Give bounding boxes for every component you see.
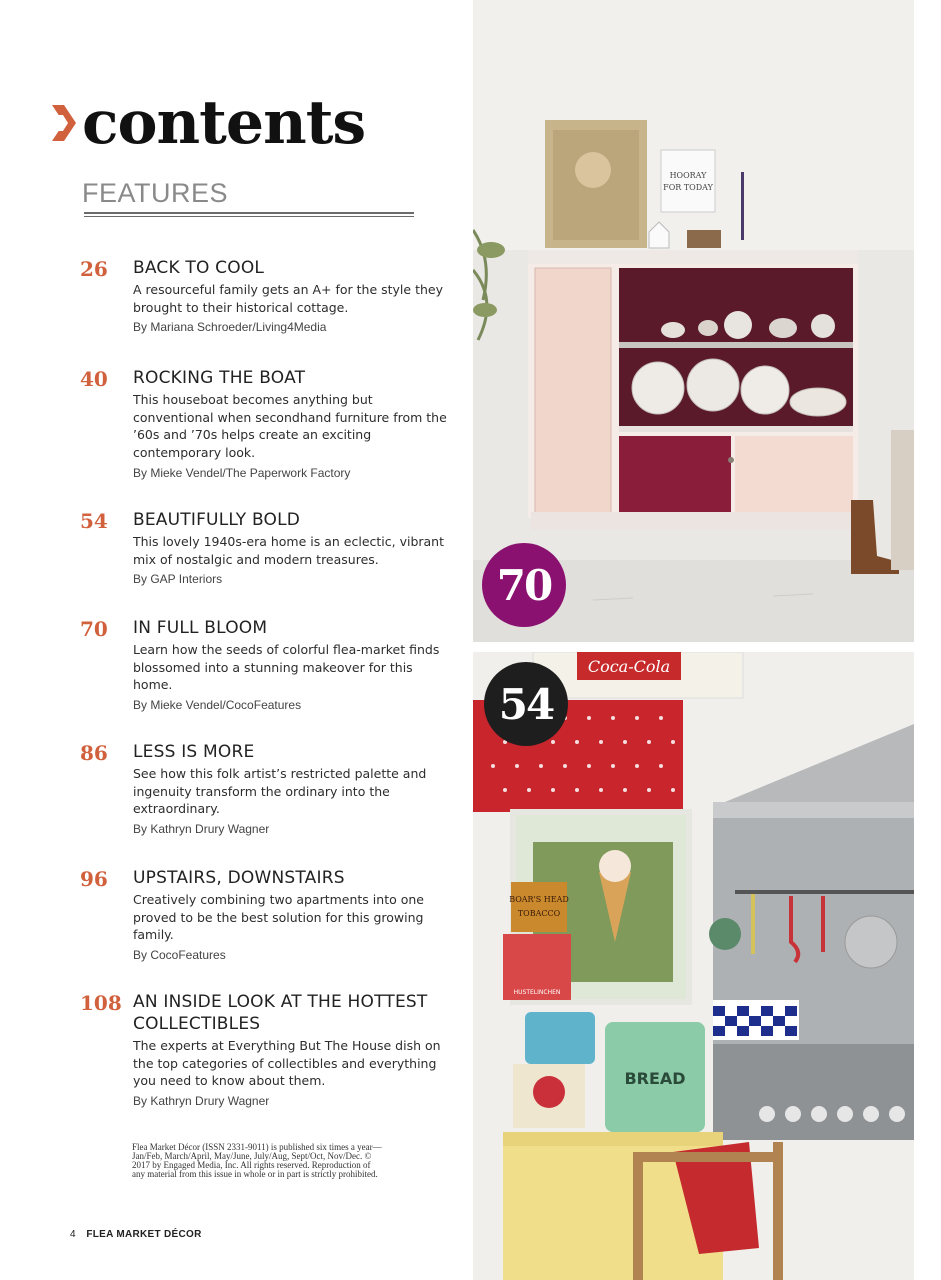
svg-text:TOBACCO: TOBACCO <box>517 909 561 918</box>
poster-text: HOORAY <box>669 171 707 180</box>
article-headline[interactable]: LESS IS MORE <box>133 742 255 762</box>
article-headline[interactable]: BACK TO COOL <box>133 258 265 278</box>
section-divider <box>84 212 414 217</box>
article-description: A resourceful family gets an A+ for the style they brought to their historical cottage. <box>133 282 443 315</box>
legal-notice: Flea Market Décor (ISSN 2331-9011) is published six times a year—Jan/Feb, March/April, May/June, July/Aug, Sept/Oct, Nov/Dec. © 2017 by Engaged Media, Inc. All rights reserved. Reproduction of any material from this issue in whole or in part is strictly prohibited. <box>132 1142 382 1179</box>
article-credit: By Mieke Vendel/CocoFeatures <box>133 698 302 713</box>
tin-text: BOAR'S HEAD <box>509 895 569 904</box>
article-headline[interactable]: IN FULL BLOOM <box>133 618 268 638</box>
photo-kitchen[interactable] <box>473 652 914 1280</box>
article-credit: By GAP Interiors <box>133 572 223 587</box>
page-number: 4 <box>70 1229 76 1240</box>
article-entry[interactable] <box>80 617 450 713</box>
article-page-number: 40 <box>80 367 108 391</box>
article-credit: By Kathryn Drury Wagner <box>133 822 270 837</box>
article-page-number: 70 <box>80 617 108 641</box>
canister-text: BREAD <box>624 1069 686 1088</box>
article-credit: By Mieke Vendel/The Paperwork Factory <box>133 465 351 480</box>
article-entry[interactable] <box>80 367 450 481</box>
article-page-number: 96 <box>80 867 108 891</box>
article-entry[interactable] <box>80 509 450 587</box>
article-headline[interactable]: UPSTAIRS, DOWNSTAIRS <box>133 868 345 888</box>
article-entry[interactable] <box>80 867 450 963</box>
article-description: Learn how the seeds of colorful flea-market finds blossomed into a stunning makeover for this home. <box>133 642 440 693</box>
sign-text: Coca-Cola <box>587 657 671 676</box>
chevron-right-icon <box>50 101 78 145</box>
article-headline[interactable]: AN INSIDE LOOK AT THE HOTTEST COLLECTIBLES <box>133 992 428 1034</box>
page-title-group <box>50 88 365 158</box>
page-badge-70[interactable]: 70 <box>482 543 566 627</box>
article-entry[interactable] <box>80 257 450 335</box>
svg-text:FOR TODAY: FOR TODAY <box>663 183 713 192</box>
article-headline[interactable]: BEAUTIFULLY BOLD <box>133 510 301 530</box>
page-badge-54[interactable]: 54 <box>484 662 568 746</box>
page-title: contents <box>82 88 366 158</box>
magazine-name: FLEA MARKET DÉCOR <box>86 1229 202 1240</box>
article-headline[interactable]: ROCKING THE BOAT <box>133 368 306 388</box>
article-description: This lovely 1940s-era home is an eclectic, vibrant mix of nostalgic and modern treasures. <box>133 534 445 567</box>
article-description: Creatively combining two apartments into one proved to be the best solution for this growing family. <box>133 892 424 943</box>
article-credit: By Mariana Schroeder/Living4Media <box>133 320 327 335</box>
page-footer <box>70 1229 202 1240</box>
article-description: The experts at Everything But The House dish on the top categories of collectibles and everything you need to know about them. <box>133 1038 441 1089</box>
article-credit: By Kathryn Drury Wagner <box>133 1094 270 1109</box>
section-label: FEATURES <box>82 178 229 208</box>
article-description: See how this folk artist’s restricted palette and ingenuity transform the ordinary into the extraordinary. <box>133 766 427 817</box>
article-page-number: 86 <box>80 741 108 765</box>
article-description: This houseboat becomes anything but conventional when secondhand furniture from the ’60s and ’70s helps create an exciting contemporary look. <box>133 392 447 461</box>
article-entry[interactable] <box>80 991 450 1109</box>
svg-text:HUSTELINCHEN: HUSTELINCHEN <box>513 989 561 996</box>
article-entry[interactable] <box>80 741 450 837</box>
article-page-number: 26 <box>80 257 108 281</box>
article-page-number: 54 <box>80 509 108 533</box>
article-page-number: 108 <box>80 991 122 1015</box>
kitchen-illustration <box>473 652 914 1280</box>
article-credit: By CocoFeatures <box>133 948 226 963</box>
